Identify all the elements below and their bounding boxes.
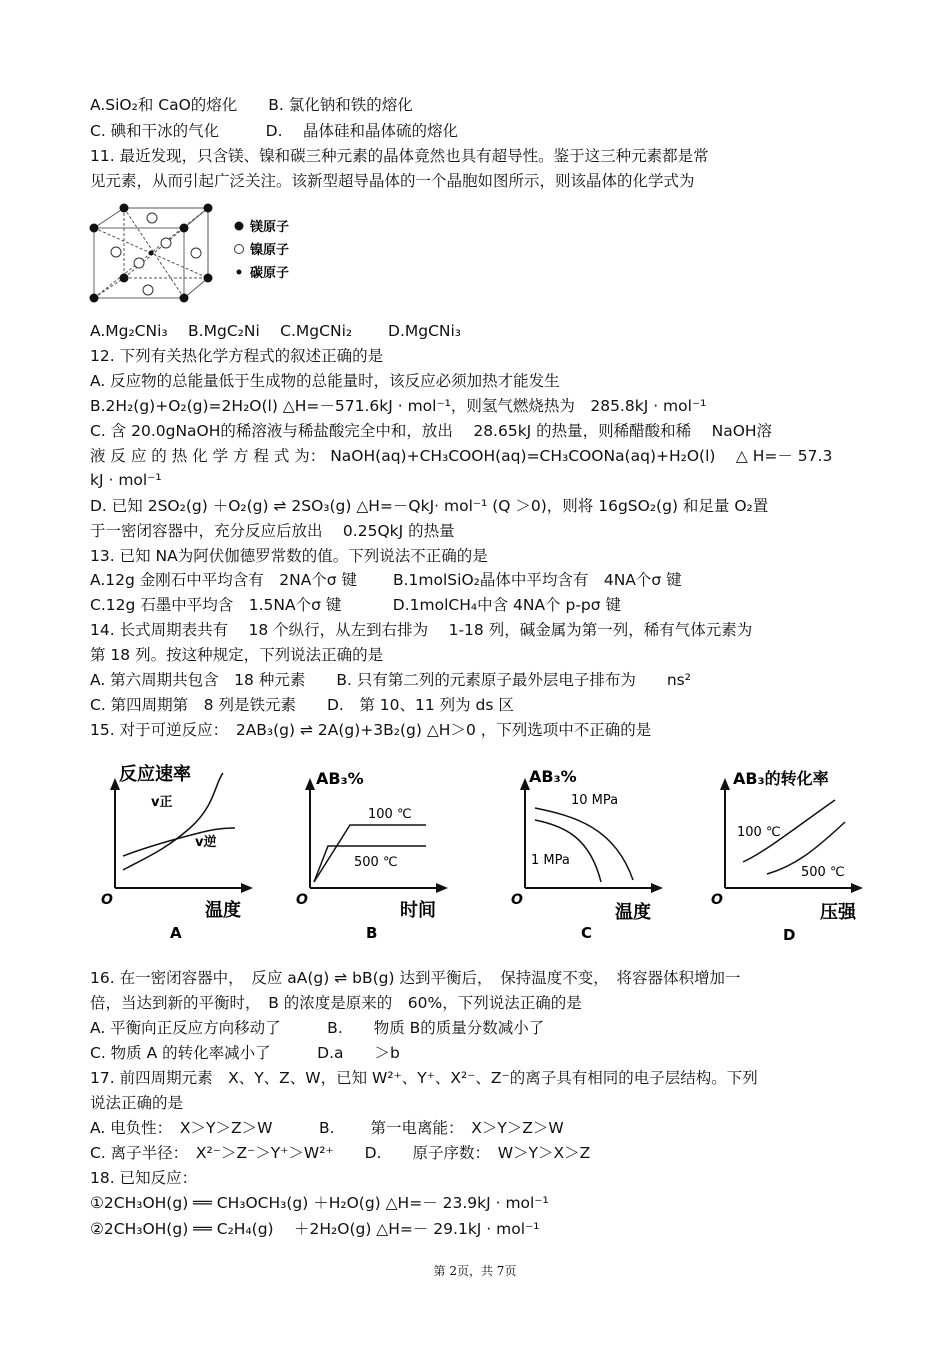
option-line: 液 反 应 的 热 化 学 方 程 式 为： NaOH(aq)+CH₃COOH(aq)=CH₃COONa(aq)+H₂O(l) △ H=－ 57.3 — [90, 447, 833, 465]
curve-label: 10 MPa — [571, 793, 619, 808]
option-line: C. 离子半径： X²⁻＞Z⁻＞Y⁺＞W²⁺ D. 原子序数： W＞Y＞X＞Z — [90, 1144, 591, 1162]
option-line: A. 反应物的总能量低于生成物的总能量时，该反应必须加热才能发生 — [90, 372, 560, 390]
ni-atom — [147, 213, 157, 223]
question-text: 第 18 列。按这种规定，下列说法正确的是 — [90, 646, 384, 664]
v-forward-curve — [123, 773, 223, 870]
ni-atom — [111, 247, 121, 257]
y-axis-label: AB₃% — [316, 769, 364, 788]
graph-letter: D — [783, 926, 796, 943]
graph-a — [95, 758, 270, 943]
curve-label: 1 MPa — [531, 853, 570, 868]
reaction-line: ②2CH₃OH(g) ══ C₂H₄(g) ＋2H₂O(g) △H=－ 29.1kJ · mol⁻¹ — [90, 1220, 540, 1238]
mg-atom — [90, 294, 99, 303]
graph-letter: C — [581, 924, 593, 942]
question-15: 15. 对于可逆反应： 2AB₃(g) ⇌ 2A(g)+3B₂(g) △H＞0 ，下列选项中不正确的是 — [90, 721, 652, 739]
mg-atom — [204, 274, 213, 283]
option-line: C.12g 石墨中平均含 1.5NA个σ 键 D.1molCH₄中含 4NA个 p-pσ 键 — [90, 596, 622, 614]
ni-atom — [134, 258, 144, 268]
options-11: A.Mg₂CNi₃ B.MgC₂Ni C.MgCNi₂ D.MgCNi₃ — [90, 322, 462, 340]
option-line: C. 第四周期第 8 列是铁元素 D. 第 10、11 列为 ds 区 — [90, 696, 514, 714]
y-axis-label: 反应速率 — [119, 764, 191, 785]
mg-atom — [90, 224, 99, 233]
graph-b — [290, 758, 460, 943]
question-16: 16. 在一密闭容器中， 反应 aA(g) ⇌ bB(g) 达到平衡后， 保持温度不变， 将容器体积增加一 — [90, 969, 741, 987]
c-atom — [149, 251, 154, 256]
option-line: C. 物质 A 的转化率减小了 D.a ＞b — [90, 1044, 400, 1062]
option-line: A. 电负性： X＞Y＞Z＞W B. 第一电离能： X＞Y＞Z＞W — [90, 1119, 564, 1137]
ni-atom — [161, 238, 171, 248]
ni-atom — [191, 248, 201, 258]
curve-label: 500 ℃ — [354, 855, 398, 870]
option-line: B.2H₂(g)+O₂(g)=2H₂O(l) △H=－571.6kJ · mol⁻¹，则氢气燃烧热为 285.8kJ · mol⁻¹ — [90, 397, 707, 415]
v-reverse-curve — [123, 828, 235, 856]
option-line: A.SiO₂和 CaO的熔化 B. 氯化钠和铁的熔化 — [90, 96, 413, 114]
origin-label: O — [711, 892, 723, 908]
mg-atom — [120, 274, 129, 283]
curve-label: v逆 — [195, 835, 217, 850]
option-line: A. 平衡向正反应方向移动了 B. 物质 B的质量分数减小了 — [90, 1019, 545, 1037]
y-axis-label: AB₃% — [529, 767, 577, 786]
crystal-cell-figure — [88, 200, 318, 308]
curve-label: 100 ℃ — [737, 825, 781, 840]
option-line: A.12g 金刚石中平均含有 2NA个σ 键 B.1molSiO₂晶体中平均含有 4NA个σ 键 — [90, 571, 682, 589]
option-line: C. 含 20.0gNaOH的稀溶液与稀盐酸完全中和，放出 28.65kJ 的热量，则稀醋酸和稀 NaOH溶 — [90, 422, 773, 440]
curve-100c — [314, 825, 426, 882]
option-line: C. 碘和干冰的气化 D. 晶体硅和晶体硫的熔化 — [90, 122, 458, 140]
option-line: 于一密闭容器中，充分反应后放出 0.25QkJ 的热量 — [90, 522, 455, 540]
option-line: A. 第六周期共包含 18 种元素 B. 只有第二列的元素原子最外层电子排布为 ns² — [90, 671, 691, 689]
question-12: 12. 下列有关热化学方程式的叙述正确的是 — [90, 347, 384, 365]
origin-label: O — [296, 892, 308, 908]
graph-letter: B — [366, 924, 378, 942]
origin-label: O — [101, 892, 113, 908]
question-11: 11. 最近发现，只含镁、镍和碳三种元素的晶体竟然也具有超导性。鉴于这三种元素都是常 — [90, 147, 709, 165]
x-axis-label: 时间 — [400, 900, 436, 921]
x-axis-label: 温度 — [615, 902, 651, 923]
x-axis-label: 温度 — [205, 900, 241, 921]
ni-atom — [143, 285, 153, 295]
question-text: 说法正确的是 — [90, 1094, 184, 1112]
question-text: 见元素，从而引起广泛关注。该新型超导晶体的一个晶胞如图所示，则该晶体的化学式为 — [90, 172, 695, 190]
reaction-line: ①2CH₃OH(g) ══ CH₃OCH₃(g) ＋H₂O(g) △H=－ 23.9kJ · mol⁻¹ — [90, 1194, 549, 1212]
curve-1mpa — [535, 820, 601, 882]
curve-10mpa — [535, 808, 633, 880]
option-line: D. 已知 2SO₂(g) ＋O₂(g) ⇌ 2SO₃(g) △H=－QkJ· mol⁻¹ (Q ＞0)，则将 16gSO₂(g) 和足量 O₂置 — [90, 497, 769, 515]
mg-atom — [180, 224, 189, 233]
curve-label: 500 ℃ — [801, 865, 845, 880]
curve-label: 100 ℃ — [368, 807, 412, 822]
question-14: 14. 长式周期表共有 18 个纵行，从左到右排为 1-18 列，碱金属为第一列，稀有气体元素为 — [90, 621, 753, 639]
legend-c: 碳原子 — [250, 266, 290, 281]
graph-c — [505, 758, 680, 943]
question-text: 倍，当达到新的平衡时， B 的浓度是原来的 60%，下列说法正确的是 — [90, 994, 582, 1012]
legend-ni: 镍原子 — [250, 243, 290, 258]
option-line: kJ · mol⁻¹ — [90, 471, 162, 489]
mg-atom — [180, 294, 189, 303]
graph-d — [705, 758, 880, 943]
y-axis-label: AB₃的转化率 — [733, 769, 829, 788]
curve-label: v正 — [151, 795, 173, 810]
question-13: 13. 已知 NA为阿伏伽德罗常数的值。下列说法不正确的是 — [90, 547, 488, 565]
question-18: 18. 已知反应： — [90, 1169, 198, 1187]
legend-mg: 镁原子 — [250, 220, 290, 235]
page-footer: 第 2页，共 7页 — [433, 1264, 517, 1278]
x-axis-label: 压强 — [820, 902, 856, 923]
origin-label: O — [511, 892, 523, 908]
mg-atom — [204, 204, 213, 213]
mg-atom — [120, 204, 129, 213]
graph-letter: A — [170, 924, 182, 942]
question-17: 17. 前四周期元素 X、Y、Z、W，已知 W²⁺、Y⁺、X²⁻、Z⁻的离子具有相同的电子层结构。下列 — [90, 1069, 758, 1087]
